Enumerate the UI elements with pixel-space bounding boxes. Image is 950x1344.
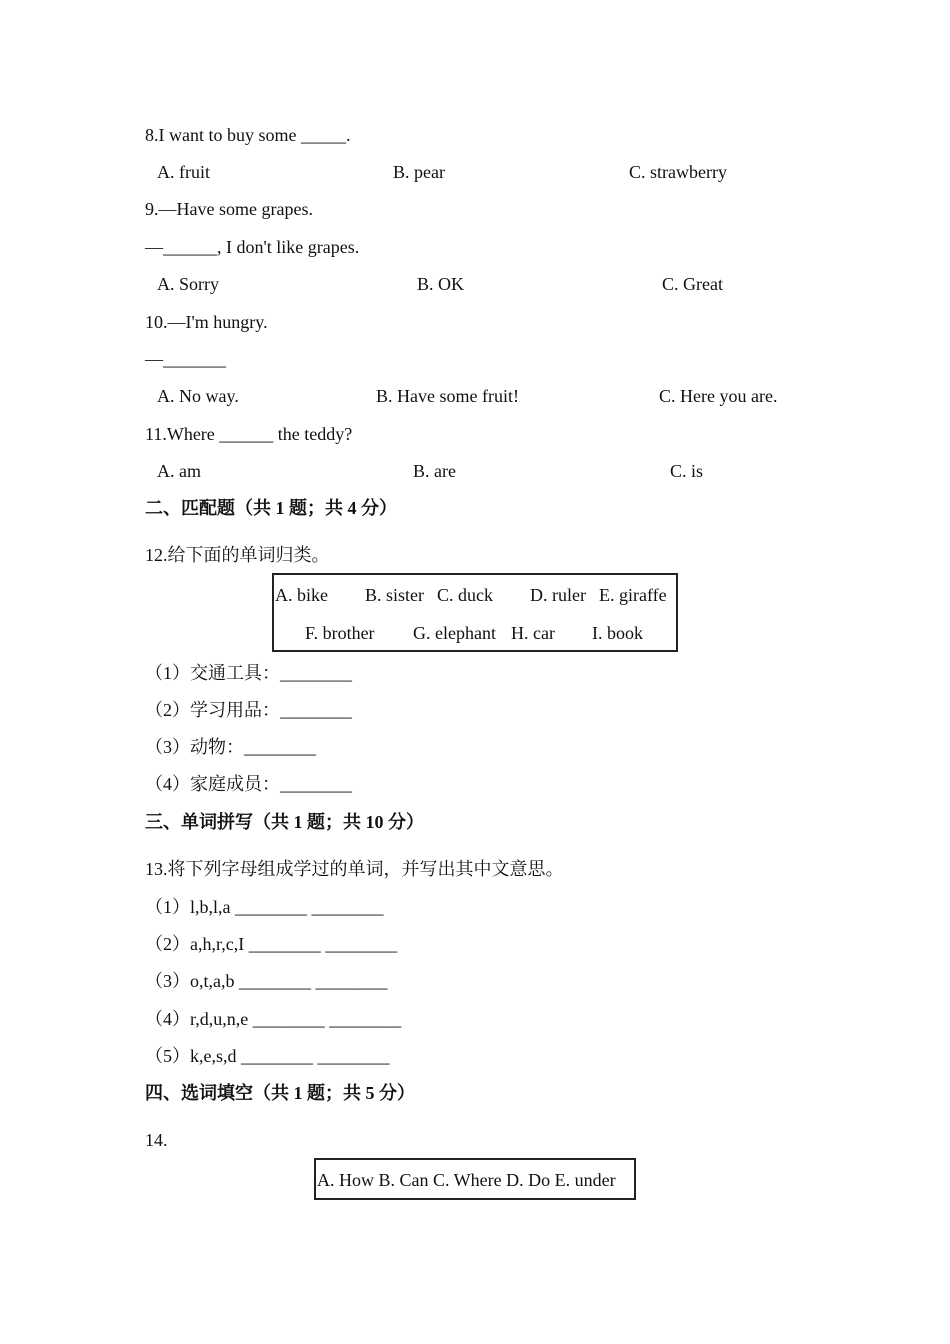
q12-stem: 12.给下面的单词归类。	[145, 545, 330, 565]
q12-word-b: B. sister	[365, 585, 425, 605]
q12-word-h: H. car	[511, 623, 555, 643]
section3-heading: 三、单词拼写（共 1 题；共 10 分）	[145, 812, 424, 832]
q10-option-c: C. Here you are.	[659, 386, 778, 406]
q11-option-a: A. am	[157, 461, 201, 481]
q9-stem: 9.—Have some grapes.	[145, 199, 313, 219]
q8-option-b: B. pear	[393, 162, 445, 182]
q12-word-g: G. elephant	[413, 623, 496, 643]
q8-stem: 8.I want to buy some _____.	[145, 125, 351, 145]
q12-part-4: （4）家庭成员：________	[145, 774, 352, 794]
q13-part-2: （2）a,h,r,c,I ________ ________	[145, 934, 398, 954]
q14-word-bank: A. How B. Can C. Where D. Do E. under	[317, 1170, 616, 1190]
section2-heading: 二、匹配题（共 1 题；共 4 分）	[145, 498, 397, 518]
q12-part-1: （1）交通工具：________	[145, 663, 352, 683]
q9-option-a: A. Sorry	[157, 274, 219, 294]
q12-word-i: I. book	[592, 623, 643, 643]
q10-option-b: B. Have some fruit!	[376, 386, 519, 406]
q11-option-b: B. are	[413, 461, 456, 481]
q8-option-c: C. strawberry	[629, 162, 727, 182]
q11-stem: 11.Where ______ the teddy?	[145, 424, 353, 444]
q11-option-c: C. is	[670, 461, 704, 481]
q13-part-3: （3）o,t,a,b ________ ________	[145, 971, 388, 991]
q12-part-3: （3）动物：________	[145, 737, 316, 757]
q12-word-d: D. ruler	[530, 585, 586, 605]
q9-reply: —______, I don't like grapes.	[145, 237, 360, 257]
q8-option-a: A. fruit	[157, 162, 210, 182]
q13-part-4: （4）r,d,u,n,e ________ ________	[145, 1009, 402, 1029]
q13-part-1: （1）l,b,l,a ________ ________	[145, 897, 384, 917]
q10-reply: —_______	[145, 349, 226, 369]
q9-option-c: C. Great	[662, 274, 723, 294]
q13-part-5: （5）k,e,s,d ________ ________	[145, 1046, 390, 1066]
q13-stem: 13.将下列字母组成学过的单词，并写出其中文意思。	[145, 859, 564, 879]
q12-word-a: A. bike	[275, 585, 328, 605]
q12-word-f: F. brother	[305, 623, 375, 643]
q14-stem: 14.	[145, 1130, 168, 1150]
q12-word-e: E. giraffe	[599, 585, 667, 605]
q10-option-a: A. No way.	[157, 386, 239, 406]
section4-heading: 四、选词填空（共 1 题；共 5 分）	[145, 1083, 415, 1103]
q12-word-c: C. duck	[437, 585, 493, 605]
q10-stem: 10.—I'm hungry.	[145, 312, 268, 332]
q9-option-b: B. OK	[417, 274, 465, 294]
q12-part-2: （2）学习用品：________	[145, 700, 352, 720]
